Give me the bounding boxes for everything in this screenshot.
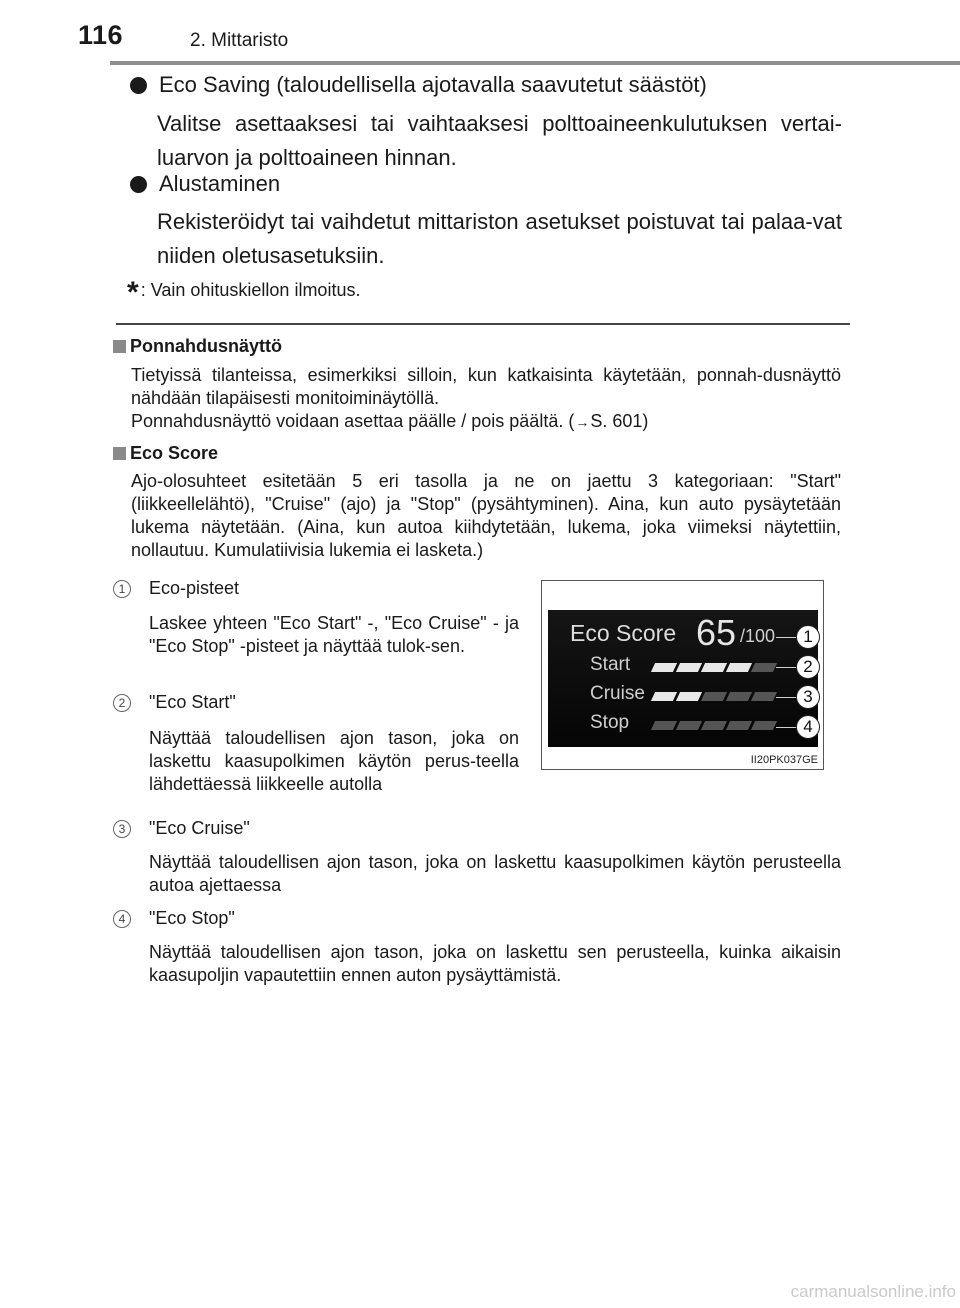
bullet-dot-icon [130, 77, 147, 94]
header-rule [110, 61, 960, 65]
section-title-text: Ponnahdusnäyttö [130, 336, 282, 356]
level-segment [676, 721, 702, 730]
item-number-badge: 2 [113, 694, 131, 712]
watermark-text: carmanualsonline.info [790, 1282, 956, 1301]
display-row-label: Stop [590, 712, 630, 733]
footnote [127, 276, 360, 310]
level-segment [751, 663, 777, 672]
callout-badge: 3 [796, 685, 820, 709]
section-body: Ajo-olosuhteet esitetään 5 eri tasolla ja ne on jaettu 3 kategoriaan: "Start" (liikkeellelähtö), "Cruise" (ajo) ja "Stop" (pysähtyminen). Aina, kun auto pysäytetään lukema näytetään. (Aina, kun autoa kiihdytetään, lukema, joka viimeksi näytettiin, nollautuu. Kumulatiivisia lukemia ei lasketa.) [131, 471, 841, 560]
chapter-title: 2. Mittaristo [190, 30, 289, 51]
section-divider [116, 323, 850, 325]
item-title: Eco-pisteet [149, 578, 240, 598]
item-title: "Eco Start" [149, 692, 236, 712]
item-body: Näyttää taloudellisen ajon tason, joka on laskettu kaasupolkimen käytön perusteella autoa ajettaessa [149, 852, 841, 895]
display-score: 65 [696, 612, 737, 653]
item-number-badge: 1 [113, 580, 131, 598]
callout-line [776, 637, 798, 638]
eco-score-figure [541, 580, 824, 770]
page-number: 116 [78, 20, 124, 50]
callout-line [776, 727, 798, 728]
bullet-dot-icon [130, 176, 147, 193]
level-bar-cruise [653, 692, 778, 701]
level-segment [751, 721, 777, 730]
callout-badge: 4 [796, 715, 820, 739]
callout-line [776, 667, 798, 668]
level-segment [701, 721, 727, 730]
display-row-label: Cruise [590, 683, 645, 704]
item-number-badge: 4 [113, 910, 131, 928]
item-number-badge: 3 [113, 820, 131, 838]
bullet-body-text: Valitse asettaaksesi tai vaihtaaksesi polttoaineenkulutuksen vertai-luarvon ja polttoaineen hinnan. [157, 111, 842, 170]
square-bullet-icon [113, 447, 126, 460]
item-body: Laskee yhteen "Eco Start" -, "Eco Cruise" - ja "Eco Stop" -pisteet ja näyttää tulok-sen. [149, 613, 519, 656]
level-segment [676, 692, 702, 701]
section-title-text: Eco Score [130, 443, 219, 463]
paragraph-text: Ponnahdusnäyttö voidaan asettaa päälle / pois päältä. ( [131, 411, 575, 431]
level-segment [751, 692, 777, 701]
eco-score-display [548, 610, 818, 747]
figure-code: II20PK037GE [750, 754, 818, 766]
level-segment [726, 721, 752, 730]
level-bar-start [653, 663, 778, 672]
display-score-max: /100 [740, 626, 776, 646]
level-segment [651, 721, 677, 730]
bullet-eco-saving [130, 72, 707, 98]
page-reference-link[interactable]: S. 601) [590, 411, 649, 431]
item-body: Näyttää taloudellisen ajon tason, joka on laskettu kaasupolkimen käytön perus-teella lähdettäessä liikkeelle autolla [149, 728, 519, 794]
section-body [131, 364, 841, 434]
level-segment [676, 663, 702, 672]
item-title: "Eco Cruise" [149, 818, 250, 838]
display-row-label: Start [590, 654, 631, 675]
section-title-ponnahdusnaytto [113, 336, 282, 357]
bullet-title-text: Alustaminen [159, 171, 281, 196]
item-title: "Eco Stop" [149, 908, 235, 928]
section-title-eco-score [113, 443, 218, 464]
level-segment [726, 663, 752, 672]
level-segment [651, 692, 677, 701]
arrow-right-icon: → [575, 414, 590, 430]
section-paragraph [131, 410, 841, 434]
callout-line [776, 697, 798, 698]
item-body: Näyttää taloudellisen ajon tason, joka on laskettu sen perusteella, kuinka aikaisin kaasupoljin vapautettiin ennen auton pysäyttämistä. [149, 942, 841, 985]
footnote-mark: * [127, 276, 139, 309]
square-bullet-icon [113, 340, 126, 353]
bullet-alustaminen [130, 171, 280, 197]
bullet-body-text: Rekisteröidyt tai vaihdetut mittariston asetukset poistuvat tai palaa-vat niiden oletusasetuksiin. [157, 209, 842, 268]
bullet-title-text: Eco Saving (taloudellisella ajotavalla saavutetut säästöt) [159, 72, 707, 97]
callout-badge: 2 [796, 655, 820, 679]
level-segment [701, 692, 727, 701]
callout-badge: 1 [796, 625, 820, 649]
level-bar-stop [653, 721, 778, 730]
section-paragraph: Tietyissä tilanteissa, esimerkiksi silloin, kun katkaisinta käytetään, ponnah-dusnäyttö nähdään tilapäisesti monitoiminäytöllä. [131, 365, 841, 408]
level-segment [701, 663, 727, 672]
display-title: Eco Score [570, 620, 677, 646]
level-segment [726, 692, 752, 701]
level-segment [651, 663, 677, 672]
footnote-text: : Vain ohituskiellon ilmoitus. [140, 280, 361, 300]
